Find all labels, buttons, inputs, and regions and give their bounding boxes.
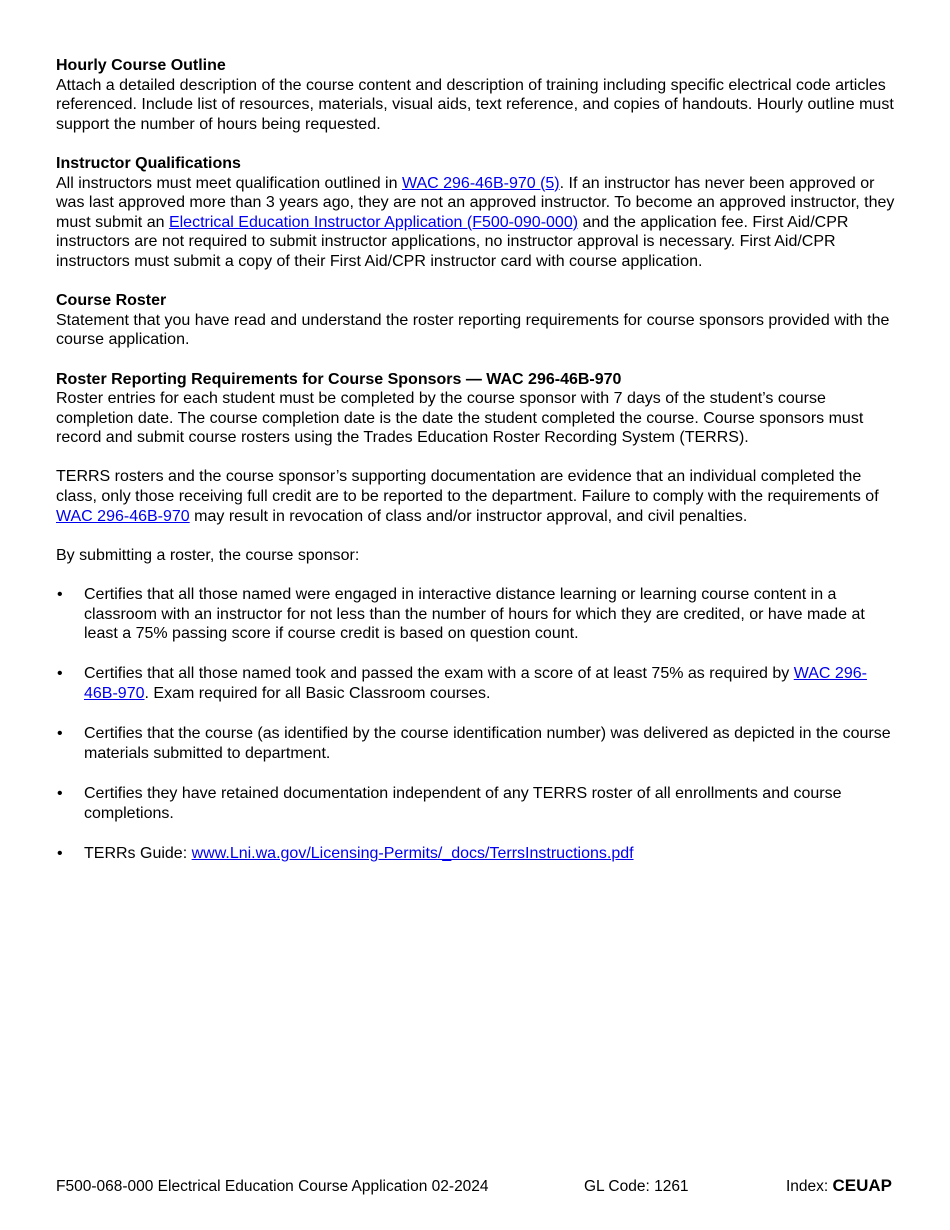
section-roster-reporting	[56, 370, 896, 566]
heading-roster-reporting: Roster Reporting Requirements for Course Sponsors — WAC 296-46B-970	[56, 370, 622, 388]
document-body	[56, 56, 896, 884]
bullet-icon: •	[57, 725, 63, 743]
link-wac-970-exam[interactable]: WAC 296-46B-970	[84, 665, 867, 702]
link-terrs-guide[interactable]: www.Lni.wa.gov/Licensing-Permits/_docs/TerrsInstructions.pdf	[191, 844, 634, 862]
text-run: may result in revocation of class and/or instructor approval, and civil penalties.	[189, 507, 748, 525]
text-run: and the application fee. First Aid/CPR instructors are not required to submit instructor applications, no instructor approval is necessary. First Aid/CPR instructors must submit a copy of their First Aid/CPR instructor card with course application.	[56, 213, 849, 270]
section-hourly-outline	[56, 56, 896, 134]
list-item	[56, 664, 896, 703]
text-run: . Exam required for all Basic Classroom courses.	[144, 685, 491, 702]
text-course-roster: Statement that you have read and understand the roster reporting requirements for course sponsors provided with the course application.	[56, 311, 890, 349]
link-wac-970-5[interactable]: WAC 296-46B-970 (5)	[401, 174, 560, 192]
text-roster-reporting-3: By submitting a roster, the course sponsor:	[56, 546, 360, 564]
text-hourly-outline: Attach a detailed description of the course content and description of training including specific electrical code articles referenced. Include list of resources, materials, visual aids, text reference, and copies of handouts. Hourly outline must support the number of hours being requested.	[56, 76, 894, 133]
link-instructor-application[interactable]: Electrical Education Instructor Application (F500-090-000)	[168, 213, 579, 231]
page-footer	[56, 1176, 894, 1198]
list-item-text: Certifies that all those named were engaged in interactive distance learning or learning course content in a classroom with an instructor for not less than the number of hours for which they are credited, or have made at least a 75% passing score if course credit is based on question count.	[84, 586, 865, 643]
bullet-icon: •	[57, 844, 63, 862]
link-wac-970[interactable]: WAC 296-46B-970	[56, 507, 190, 525]
text-instructor-qualifications	[56, 174, 896, 272]
heading-instructor-qualifications: Instructor Qualifications	[56, 154, 241, 172]
footer-index	[786, 1176, 892, 1197]
bullet-icon: •	[57, 665, 63, 683]
bullet-icon: •	[57, 586, 63, 604]
text-roster-reporting-1: Roster entries for each student must be completed by the course sponsor with 7 days of the student’s course completion date. The course completion date is the date the student completed the course. Course sponsors must record and submit course rosters using the Trades Education Roster Recording System (TERRS).	[56, 390, 864, 447]
text-run: All instructors must meet qualification outlined in	[56, 174, 402, 192]
footer-form-id: F500-068-000 Electrical Education Course Application 02-2024	[56, 1178, 489, 1195]
list-item	[56, 724, 896, 763]
list-item	[56, 784, 896, 823]
footer-index-label: Index:	[785, 1178, 833, 1195]
footer-gl-code: GL Code: 1261	[584, 1178, 689, 1195]
list-item	[56, 585, 896, 644]
text-run: . If an instructor has never been approved or was last approved more than 3 years ago, they are not an approved instructor. To become an approved instructor, they must submit an	[56, 174, 895, 231]
section-instructor-qualifications	[56, 154, 896, 272]
footer-index-value: CEUAP	[832, 1176, 892, 1195]
list-item-text: Certifies that the course (as identified by the course identification number) was delivered as depicted in the course materials submitted to department.	[84, 725, 891, 762]
list-item-text: Certifies they have retained documentation independent of any TERRS roster of all enrollments and course completions.	[84, 784, 842, 822]
heading-hourly-outline: Hourly Course Outline	[56, 57, 226, 74]
list-item	[56, 844, 896, 864]
text-run: Certifies that all those named took and passed the exam with a score of at least 75% as required by	[84, 665, 794, 683]
terrs-guide-label: TERRs Guide:	[84, 844, 192, 862]
text-roster-reporting-2	[56, 467, 896, 526]
bullet-icon: •	[57, 784, 63, 802]
text-run: TERRS rosters and the course sponsor’s supporting documentation are evidence that an individual completed the class, only those receiving full credit are to be reported to the department. Failure to comply with the requirements of	[56, 468, 879, 506]
section-course-roster	[56, 291, 896, 350]
heading-course-roster: Course Roster	[56, 292, 167, 310]
certification-list	[56, 585, 896, 863]
